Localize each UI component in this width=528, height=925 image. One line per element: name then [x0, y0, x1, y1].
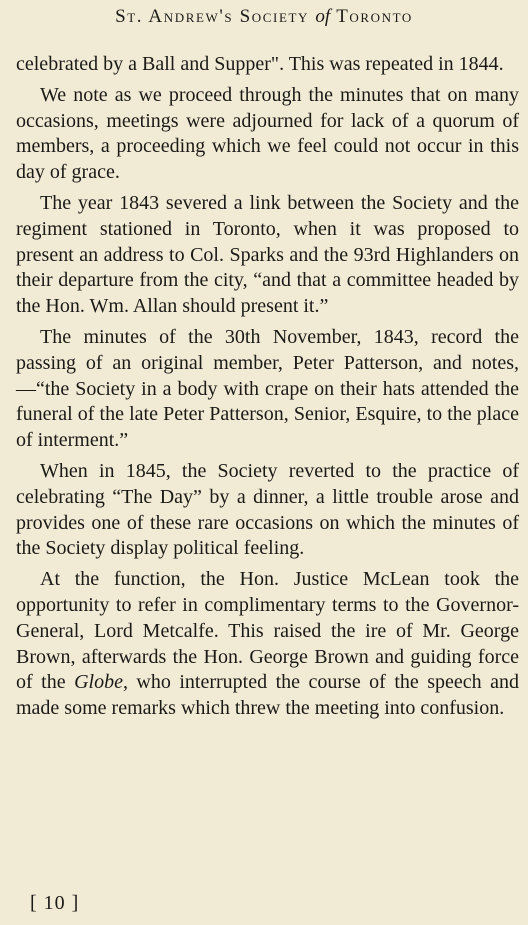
page-number: [ 10 ] [30, 892, 80, 914]
paragraph-patterson-funeral: The minutes of the 30th November, 1843, record the passing of an original member, Peter Patterson, and notes,—“the Society in a body with crape on their hats attended the funeral of the late Peter Patterson, Senior, Esquire, to the place of interment.” [16, 325, 519, 452]
globe-newspaper-title: Globe [74, 671, 123, 694]
running-head [0, 3, 528, 31]
body-text [16, 52, 519, 727]
paragraph-mclean-part2: , who interrupted the course of the speech and made some remarks which threw the meeting into confusion. [16, 671, 520, 720]
paragraph-1843-regiment: The year 1843 severed a link between the Society and the regiment stationed in Toronto, when it was proposed to present an address to Col. Sparks and the 93rd Highlanders on their departure from the city, “and that a committee headed by the Hon. Wm. Allan should present it.” [16, 191, 519, 318]
paragraph-continued: celebrated by a Ball and Supper". This was repeated in 1844. [16, 53, 504, 75]
running-head-suffix: Toronto [336, 6, 413, 27]
running-head-prefix: St. Andrew's Society [115, 6, 310, 27]
paragraph-mclean-function [16, 567, 519, 722]
paragraph-minutes-adjourned: We note as we proceed through the minutes that on many occasions, meetings were adjourned for lack of a quorum of members, a proceeding which we feel could not occur in this day of grace. [16, 83, 519, 184]
paragraph-1845-dinner: When in 1845, the Society reverted to the practice of celebrating “The Day” by a dinner, a little trouble arose and provides one of these rare occasions on which the minutes of the Society display political feeling. [16, 459, 519, 560]
running-head-of: of [315, 6, 331, 27]
paragraph-mclean-part1: At the function, the Hon. Justice McLean took the opportunity to refer in complimentary terms to the Governor-General, Lord Metcalfe. This raised the ire of Mr. George Brown, afterwards the Hon. George Brown and guiding force of the [16, 568, 519, 694]
